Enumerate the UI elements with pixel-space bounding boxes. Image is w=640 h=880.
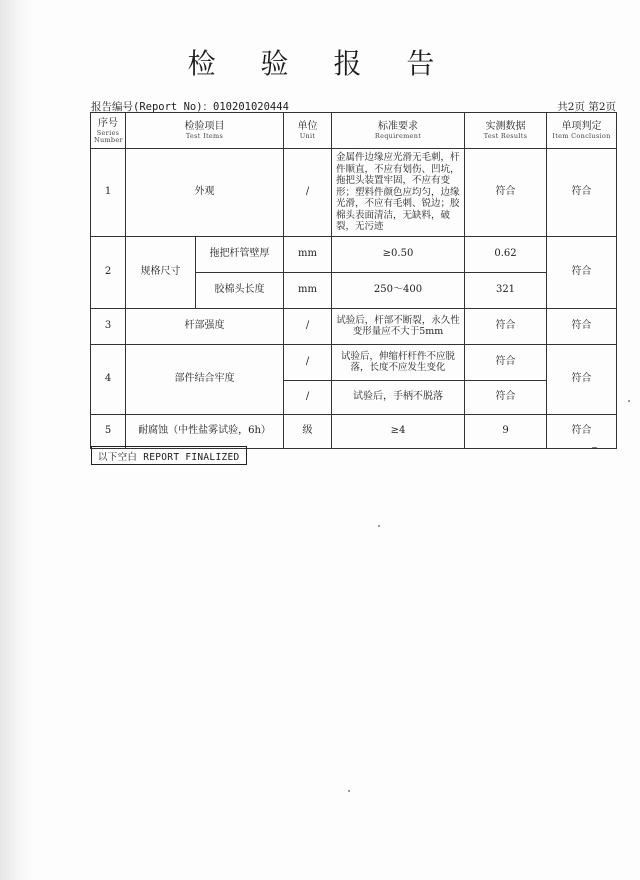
cell-subitem: 拖把杆管壁厚 [196,236,284,272]
cell-conclusion: 符合 [547,344,617,414]
header-conclusion: 单项判定 Item Conclusion [547,113,617,149]
cell-requirement: 试验后，伸缩杆杆件不应脱落，长度不应发生变化 [332,344,465,380]
cell-result: 符合 [465,149,547,237]
cell-unit: 级 [284,414,332,448]
cell-unit: / [284,344,332,380]
cell-result: 0.62 [465,236,547,272]
cell-seq: 3 [91,308,126,344]
report-finalized-stamp: 以下空白 REPORT FINALIZED [91,446,247,465]
cell-conclusion: 符合 [547,414,617,448]
header-seq: 序号 Series Number [91,113,126,149]
cell-item: 耐腐蚀（中性盐雾试验，6h） [126,414,284,448]
report-number: 报告编号(Report No)：010201020444 [91,101,289,113]
cell-subitem: 胶棉头长度 [196,272,284,308]
cell-result: 符合 [465,344,547,380]
cell-requirement: ≥4 [332,414,465,448]
cell-result: 符合 [465,380,547,414]
cell-seq: 5 [91,414,126,448]
cell-conclusion: 符合 [547,149,617,237]
cell-item: 外观 [126,149,284,237]
cell-item: 部件结合牢度 [126,344,284,414]
cell-conclusion: 符合 [547,236,617,308]
table-row [91,236,617,272]
cell-requirement: 试验后，杆部不断裂，永久性变形量应不大于5mm [332,308,465,344]
header-row [91,113,617,149]
table-row [91,414,617,448]
cell-unit: / [284,149,332,237]
table-row [91,308,617,344]
cell-requirement: 250～400 [332,272,465,308]
page-indicator: 共2页 第2页 [557,101,616,113]
cell-seq: 2 [91,236,126,308]
cell-item: 规格尺寸 [126,236,196,308]
header-unit: 单位 Unit [284,113,332,149]
cell-unit: / [284,380,332,414]
cell-requirement: 金属件边缘应光滑无毛刺，杆件顺直，不应有划伤、凹坑，拖把头装置牢固，不应有变形；塑料件颜色应均匀，边缘光滑，不应有毛刺、锐边；胶棉头表面清洁，无缺料，破裂，无污迹 [332,149,465,237]
cell-unit: mm [284,236,332,272]
scan-speck [592,447,597,448]
cell-result: 符合 [465,308,547,344]
header-requirement: 标准要求 Requirement [332,113,465,149]
cell-requirement: 试验后，手柄不脱落 [332,380,465,414]
cell-seq: 4 [91,344,126,414]
table-row [91,344,617,380]
scan-speck [628,400,630,402]
cell-result: 9 [465,414,547,448]
header-item: 检验项目 Test Items [126,113,284,149]
cell-unit: mm [284,272,332,308]
header-result: 实测数据 Test Results [465,113,547,149]
scan-edge-shadow [0,0,34,880]
cell-result: 321 [465,272,547,308]
scan-speck [348,790,350,792]
page-title: 检 验 报 告 [187,47,453,80]
cell-conclusion: 符合 [547,308,617,344]
cell-requirement: ≥0.50 [332,236,465,272]
cell-seq: 1 [91,149,126,237]
table-row [91,149,617,237]
inspection-table [90,112,617,449]
cell-item: 杆部强度 [126,308,284,344]
scan-speck [378,525,380,527]
cell-unit: / [284,308,332,344]
